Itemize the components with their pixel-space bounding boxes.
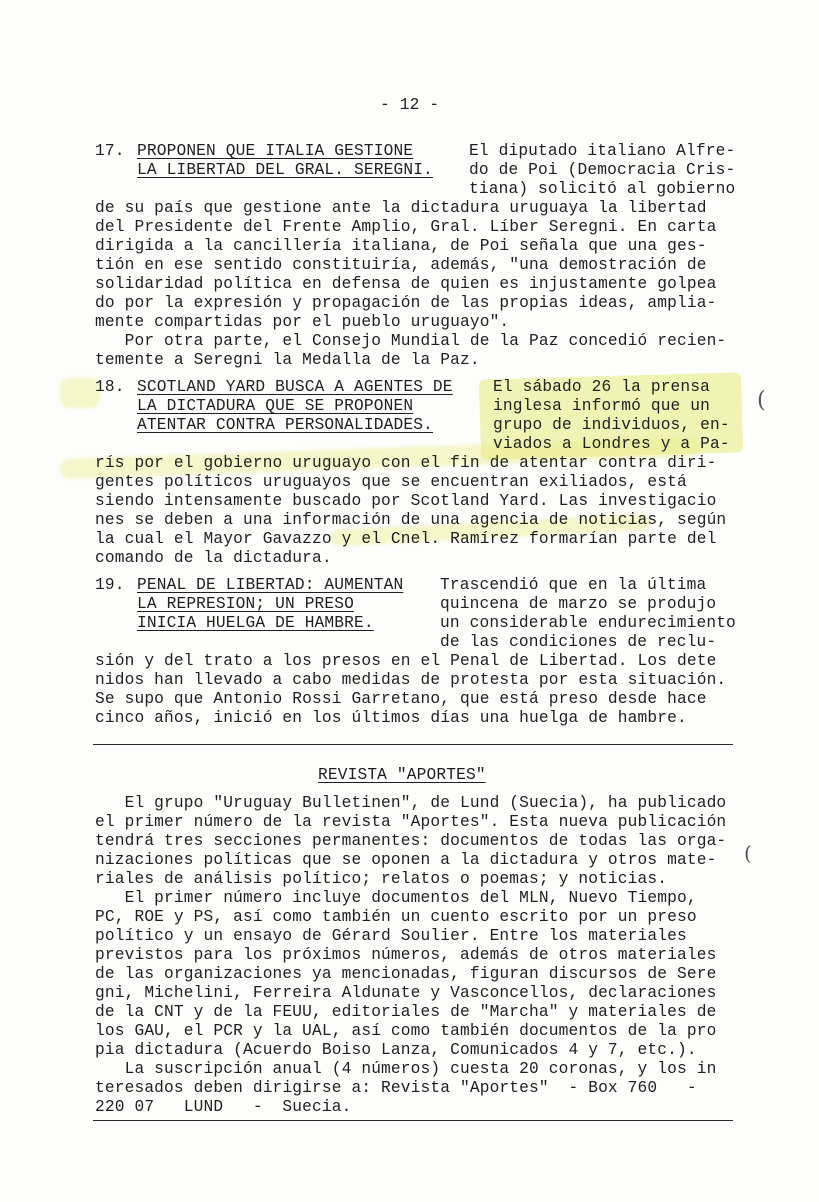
revista-text-line: teresados deben dirigirse a: Revista "Aportes" - Box 760 -	[95, 1079, 697, 1097]
item-18-text-line: viados a Londres y a Pa-	[493, 435, 730, 453]
item-18-headline-line-3: ATENTAR CONTRA PERSONALIDADES.	[137, 416, 433, 434]
item-18-headline-line-1: SCOTLAND YARD BUSCA A AGENTES DE	[137, 378, 453, 396]
item-19-text-line: cinco años, inició en los últimos días una huelga de hambre.	[95, 709, 687, 727]
revista-title: REVISTA "APORTES"	[318, 766, 486, 784]
item-17-text-line: Por otra parte, el Consejo Mundial de la Paz concedió recien-	[95, 332, 727, 350]
revista-text-line: riales de análisis político; relatos o poemas; y noticias.	[95, 870, 668, 888]
item-17-text-line: del Presidente del Frente Amplio, Gral. Líber Seregni. En carta	[95, 218, 717, 236]
revista-text-line: La suscripción anual (4 números) cuesta 20 coronas, y los in	[95, 1060, 717, 1078]
item-18-text-line: nes se deben a una información de una agencia de noticias, según	[95, 511, 727, 529]
item-17-text-line: temente a Seregni la Medalla de la Paz.	[95, 351, 480, 369]
item-17-text-line: tión en ese sentido constituiría, además, "una demostración de	[95, 256, 707, 274]
item-17-text-line: tiana) solicitó al gobierno	[469, 180, 736, 198]
revista-text-line: El primer número incluye documentos del MLN, Nuevo Tiempo,	[95, 889, 697, 907]
revista-text-line: pia dictadura (Acuerdo Boiso Lanza, Comunicados 4 y 7, etc.).	[95, 1041, 697, 1059]
item-17-text-line: solidaridad política en defensa de quien es injustamente golpea	[95, 275, 717, 293]
pencil-mark: (	[744, 841, 752, 865]
item-19-text-line: nidos han llevado a cabo medidas de protesta por esta situación.	[95, 671, 727, 689]
revista-text-line: PC, ROE y PS, así como también un cuento escrito por un preso	[95, 908, 697, 926]
item-19-text-line: Se supo que Antonio Rossi Garretano, que está preso desde hace	[95, 690, 707, 708]
item-17-text-line: El diputado italiano Alfre-	[469, 142, 736, 160]
revista-text-line: nizaciones políticas que se oponen a la dictadura y otros mate-	[95, 851, 717, 869]
item-19-text-line: un considerable endurecimiento	[440, 614, 736, 632]
divider	[93, 1120, 733, 1121]
item-19-headline-line-3: INICIA HUELGA DE HAMBRE.	[137, 614, 374, 632]
item-17-text-line: mente compartidas por el pueblo uruguayo".	[95, 313, 510, 331]
revista-text-line: gni, Michelini, Ferreira Aldunate y Vasconcellos, declaraciones	[95, 984, 717, 1002]
item-18-text-line: la cual el Mayor Gavazzo y el Cnel. Ramírez formarían parte del	[95, 530, 717, 548]
item-18-text-line: inglesa informó que un	[493, 397, 711, 415]
pencil-mark: (	[757, 388, 766, 413]
item-18-number: 18.	[95, 378, 125, 396]
page-number: - 12 -	[380, 96, 440, 114]
item-19-text-line: sión y del trato a los presos en el Penal de Libertad. Los dete	[95, 652, 717, 670]
revista-text-line: previstos para los próximos números, además de otros materiales	[95, 946, 717, 964]
item-18-text-line: grupo de individuos, en-	[493, 416, 730, 434]
revista-text-line: de las organizaciones ya mencionadas, figuran discursos de Sere	[95, 965, 717, 983]
item-17-text-line: do de Poi (Democracia Cris-	[469, 161, 736, 179]
item-19-text-line: Trascendió que en la última	[440, 576, 707, 594]
item-17-text-line: do por la expresión y propagación de las propias ideas, amplia-	[95, 294, 717, 312]
revista-text-line: político y un ensayo de Gérard Soulier. Entre los materiales	[95, 927, 687, 945]
item-17-headline-line-2: LA LIBERTAD DEL GRAL. SEREGNI.	[137, 161, 433, 179]
revista-text-line: 220 07 LUND - Suecia.	[95, 1098, 352, 1116]
item-18-text-line: gentes políticos uruguayos que se encuentran exiliados, está	[95, 473, 687, 491]
revista-text-line: el primer número de la revista "Aportes". Esta nueva publicación	[95, 813, 727, 831]
divider	[93, 744, 733, 745]
item-18-text-line: comando de la dictadura.	[95, 549, 332, 567]
revista-text-line: de la CNT y de la FEUU, editoriales de "Marcha" y materiales de	[95, 1003, 717, 1021]
item-17-text-line: dirigida a la cancillería italiana, de Poi señala que una ges-	[95, 237, 707, 255]
item-19-headline-line-1: PENAL DE LIBERTAD: AUMENTAN	[137, 576, 404, 594]
item-18-text-line: El sábado 26 la prensa	[493, 378, 711, 396]
item-17-headline-line-1: PROPONEN QUE ITALIA GESTIONE	[137, 142, 414, 160]
item-18-headline-line-2: LA DICTADURA QUE SE PROPONEN	[137, 397, 414, 415]
item-18-text-line: rís por el gobierno uruguayo con el fin de atentar contra diri-	[95, 454, 717, 472]
revista-text-line: El grupo "Uruguay Bulletinen", de Lund (Suecia), ha publicado	[95, 794, 727, 812]
revista-text-line: tendrá tres secciones permanentes: documentos de todas las orga-	[95, 832, 727, 850]
item-19-text-line: quincena de marzo se produjo	[440, 595, 717, 613]
item-18-text-line: siendo intensamente buscado por Scotland Yard. Las investigacio	[95, 492, 717, 510]
item-17-number: 17.	[95, 142, 125, 160]
item-19-headline-line-2: LA REPRESION; UN PRESO	[137, 595, 355, 613]
highlighter-smear	[60, 378, 100, 408]
revista-text-line: los GAU, el PCR y la UAL, así como también documentos de la pro	[95, 1022, 717, 1040]
item-19-number: 19.	[95, 576, 125, 594]
item-17-text-line: de su país que gestione ante la dictadura uruguaya la libertad	[95, 199, 707, 217]
item-19-text-line: de las condiciones de reclu-	[440, 633, 717, 651]
